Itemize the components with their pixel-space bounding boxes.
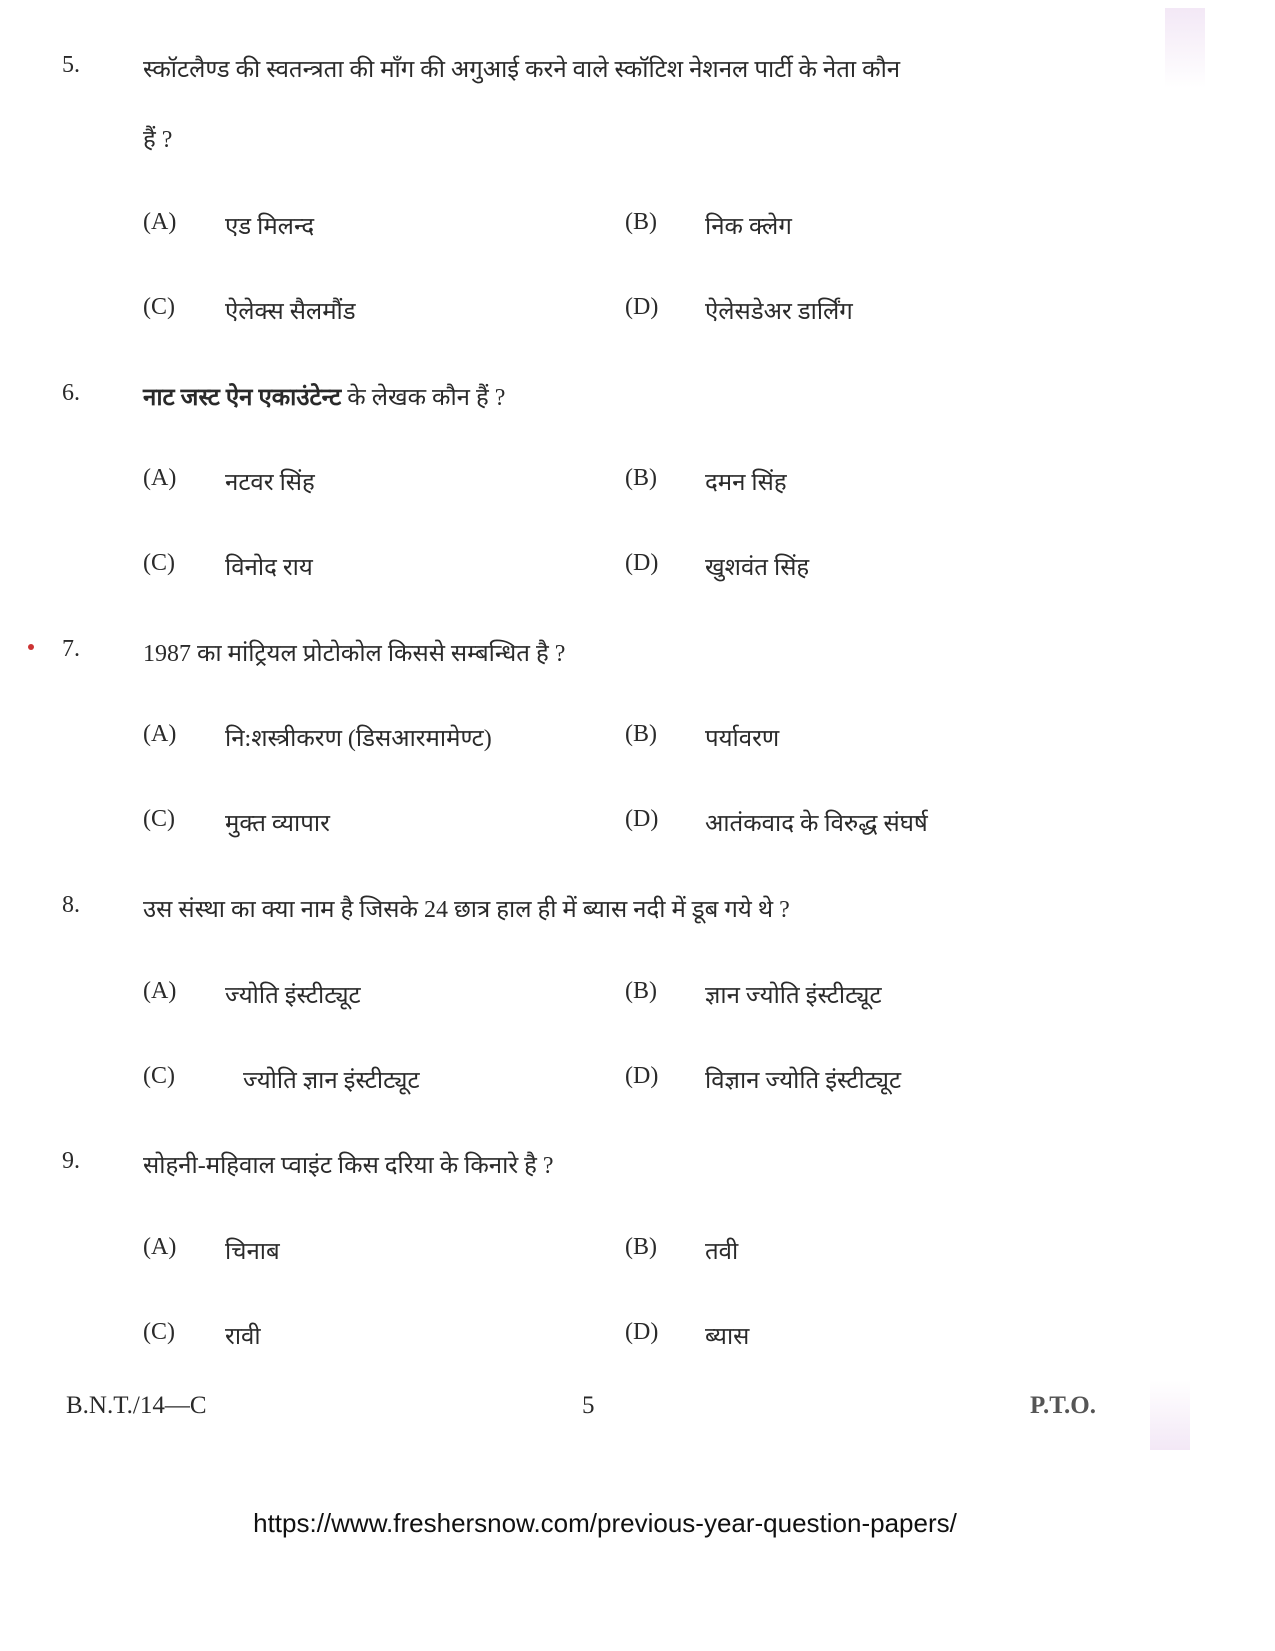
option-label: (A) [143, 1234, 177, 1260]
question-text: उस संस्था का क्या नाम है जिसके 24 छात्र हाल ही में ब्यास नदी में डूब गये थे ? [143, 897, 790, 923]
source-url[interactable]: https://www.freshersnow.com/previous-year-question-papers/ [253, 1508, 957, 1538]
option-text: आतंकवाद के विरुद्ध संघर्ष [705, 811, 928, 837]
option-text: निक क्लेग [705, 214, 792, 240]
scan-tint [1150, 1380, 1190, 1450]
option-label: (D) [625, 1319, 659, 1345]
option-text: मुक्त व्यापार [225, 811, 330, 837]
option-label: (B) [625, 465, 657, 491]
paper-code: B.N.T./14—C [66, 1392, 207, 1419]
question-text-rest: के लेखक कौन हैं ? [341, 385, 506, 411]
option-text: ज्योति ज्ञान इंस्टीट्यूट [243, 1068, 420, 1094]
option-text: नटवर सिंह [225, 470, 315, 496]
option-label: (B) [625, 1234, 657, 1260]
question-number: 5. [62, 52, 80, 78]
option-label: (D) [625, 1063, 659, 1089]
option-text: विनोद राय [225, 555, 313, 581]
option-text: ऐलेसडेअर डार्लिंग [705, 299, 853, 325]
option-text: खुशवंत सिंह [705, 555, 810, 581]
question-text: 1987 का मांट्रियल प्रोटोकोल किससे सम्बन्धित है ? [143, 641, 566, 667]
option-text: ज्ञान ज्योति इंस्टीट्यूट [705, 983, 882, 1009]
option-label: (B) [625, 209, 657, 235]
option-label: (B) [625, 721, 657, 747]
option-text: एड मिलन्द [225, 214, 315, 240]
option-text: पर्यावरण [705, 726, 780, 752]
question-number: 7. [62, 636, 80, 662]
question-number: 8. [62, 892, 80, 918]
option-label: (C) [143, 1319, 175, 1345]
option-text: ऐलेक्स सैलमौंड [225, 299, 356, 325]
option-label: (C) [143, 1063, 175, 1089]
ink-mark [28, 644, 34, 650]
option-text: चिनाब [225, 1239, 280, 1265]
option-text: ब्यास [705, 1324, 750, 1350]
option-text: ज्योति इंस्टीट्यूट [225, 983, 361, 1009]
option-label: (C) [143, 550, 175, 576]
option-label: (D) [625, 550, 659, 576]
question-text-continued: हैं ? [143, 127, 173, 153]
option-label: (C) [143, 806, 175, 832]
option-text: तवी [705, 1239, 739, 1265]
question-text [143, 380, 1143, 413]
please-turn-over: P.T.O. [1030, 1392, 1096, 1419]
option-label: (D) [625, 806, 659, 832]
question-number: 6. [62, 380, 80, 406]
page-number: 5 [582, 1392, 595, 1419]
book-title: नाट जस्ट ऐन एकाउंटेन्ट [143, 385, 342, 411]
option-text: विज्ञान ज्योति इंस्टीट्यूट [705, 1068, 902, 1094]
option-label: (A) [143, 465, 177, 491]
question-text: स्कॉटलैण्ड की स्वतन्त्रता की माँग की अगुआई करने वाले स्कॉटिश नेशनल पार्टी के नेता कौन [143, 57, 901, 83]
option-text: रावी [225, 1324, 261, 1350]
option-label: (A) [143, 209, 177, 235]
question-number: 9. [62, 1148, 80, 1174]
option-label: (B) [625, 978, 657, 1004]
option-text: दमन सिंह [705, 470, 787, 496]
option-label: (C) [143, 294, 175, 320]
option-label: (A) [143, 978, 177, 1004]
question-text: सोहनी-महिवाल प्वाइंट किस दरिया के किनारे है ? [143, 1153, 554, 1179]
option-label: (D) [625, 294, 659, 320]
scan-tint [1165, 8, 1205, 88]
option-label: (A) [143, 721, 177, 747]
option-text: नि:शस्त्रीकरण (डिसआरमामेण्ट) [225, 726, 492, 752]
